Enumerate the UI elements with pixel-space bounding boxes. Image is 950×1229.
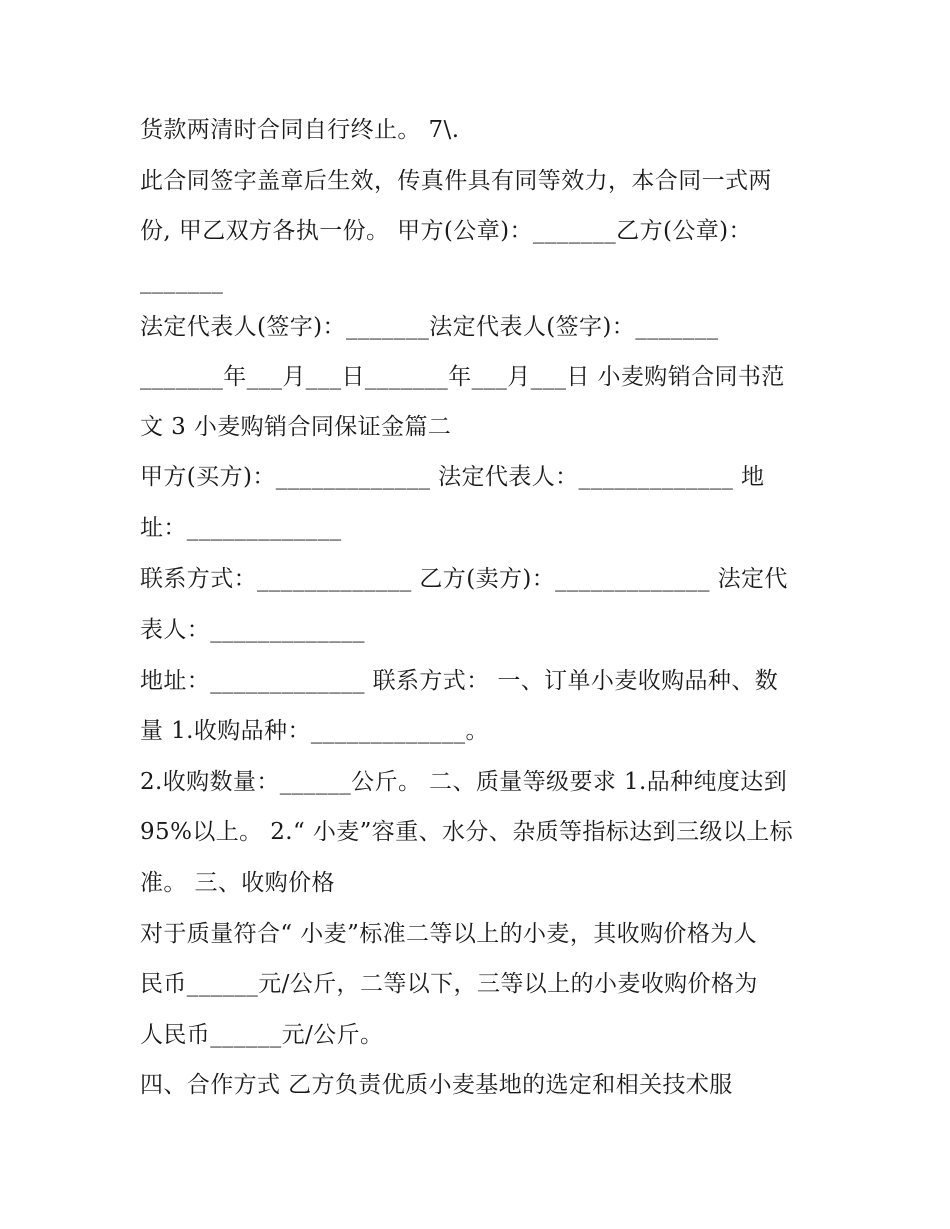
text-line: 2.收购数量：______公斤。 二、质量等级要求 1.品种纯度达到 [140, 769, 788, 795]
text-line: 此合同签字盖章后生效，传真件具有同等效力，本合同一式两 [140, 168, 772, 194]
text-line: 表人：_____________ [140, 617, 365, 643]
text-line: 地址：_____________ 联系方式： 一、订单小麦收购品种、数 [140, 668, 779, 694]
text-line: _______ [140, 268, 224, 294]
text-line: _______年___月___日_______年___月___日 小麦购销合同书范 [140, 364, 785, 390]
text-line: 法定代表人(签字)：_______法定代表人(签字)：_______ [140, 314, 719, 340]
text-line: 95%以上。 2.“ 小麦”容重、水分、杂质等指标达到三级以上标 [140, 819, 794, 845]
text-line: 对于质量符合“ 小麦”标准二等以上的小麦，其收购价格为人 [140, 921, 758, 947]
text-line: 文 3 小麦购销合同保证金篇二 [140, 414, 452, 440]
text-line: 民币______元/公斤，二等以下，三等以上的小麦收购价格为 [140, 971, 758, 997]
text-line: 联系方式：_____________ 乙方(卖方)：_____________ 法定代 [140, 566, 788, 592]
text-line: 量 1.收购品种：_____________。 [140, 718, 489, 744]
text-line: 份, 甲乙双方各执一份。 甲方(公章)：_______乙方(公章)： [140, 218, 752, 244]
text-line: 四、合作方式 乙方负责优质小麦基地的选定和相关技术服 [140, 1072, 733, 1098]
text-line: 准。 三、收购价格 [140, 870, 335, 896]
text-line: 货款两清时合同自行终止。 7\. [140, 117, 460, 143]
text-line: 址：_____________ [140, 515, 342, 541]
text-line: 人民币______元/公斤。 [140, 1022, 384, 1048]
text-line: 甲方(买方)：_____________ 法定代表人：_____________ 地 [140, 464, 765, 490]
